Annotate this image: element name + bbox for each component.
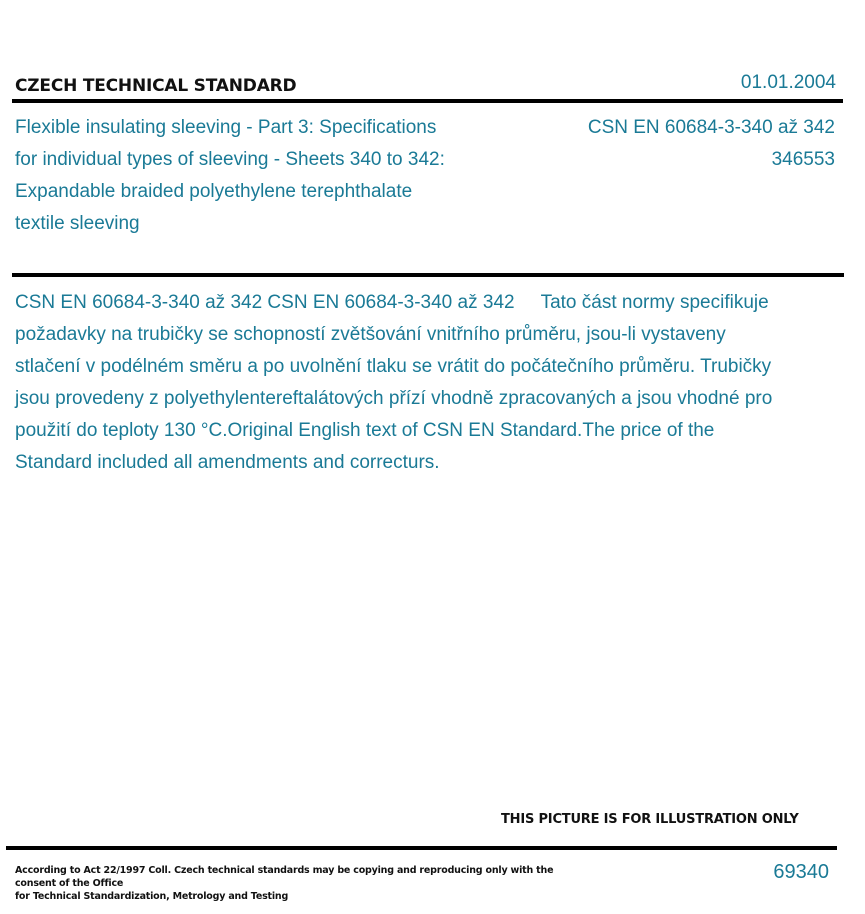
title-divider [12, 273, 844, 277]
catalog-number: 346553 [771, 149, 835, 170]
copyright-notice-line-1: According to Act 22/1997 Coll. Czech technical standards may be copying and reproducing only with the consent of the Office [15, 865, 554, 889]
description-codes: CSN EN 60684-3-340 až 342 CSN EN 60684-3-340 až 342 [15, 292, 515, 313]
footer-number: 69340 [773, 861, 829, 883]
standard-code-block [588, 112, 835, 176]
standard-code: CSN EN 60684-3-340 až 342 [587, 117, 835, 138]
publication-date: 01.01.2004 [740, 72, 836, 93]
standard-title: Flexible insulating sleeving - Part 3: Specifications for individual types of sleeving - Sheets 340 to 342: Expandable braided polyethylene terephthalate textile sleeving [15, 117, 445, 234]
document-type-label: CZECH TECHNICAL STANDARD [15, 76, 297, 96]
header-divider [12, 99, 843, 103]
copyright-notice-line-2: for Technical Standardization, Metrology and Testing [15, 891, 289, 902]
standard-description [15, 287, 775, 479]
footer-divider [6, 846, 837, 850]
illustration-disclaimer: THIS PICTURE IS FOR ILLUSTRATION ONLY [501, 812, 799, 827]
description-text: Tato část normy specifikuje požadavky na trubičky se schopností zvětšování vnitřního průměru, jsou-li vystaveny stlačení v podélném směru a po uvolnění tlaku se vrátit do počátečního průměru. Trubičky jsou provedeny z polyethylentereftalátových přízí vhodně zpracovaných a jsou vhodné pro použití do teploty 130 °C.Original English text of CSN EN Standard.The price of the Standard included all amendments and correcturs. [15, 292, 773, 473]
copyright-notice [15, 864, 585, 903]
